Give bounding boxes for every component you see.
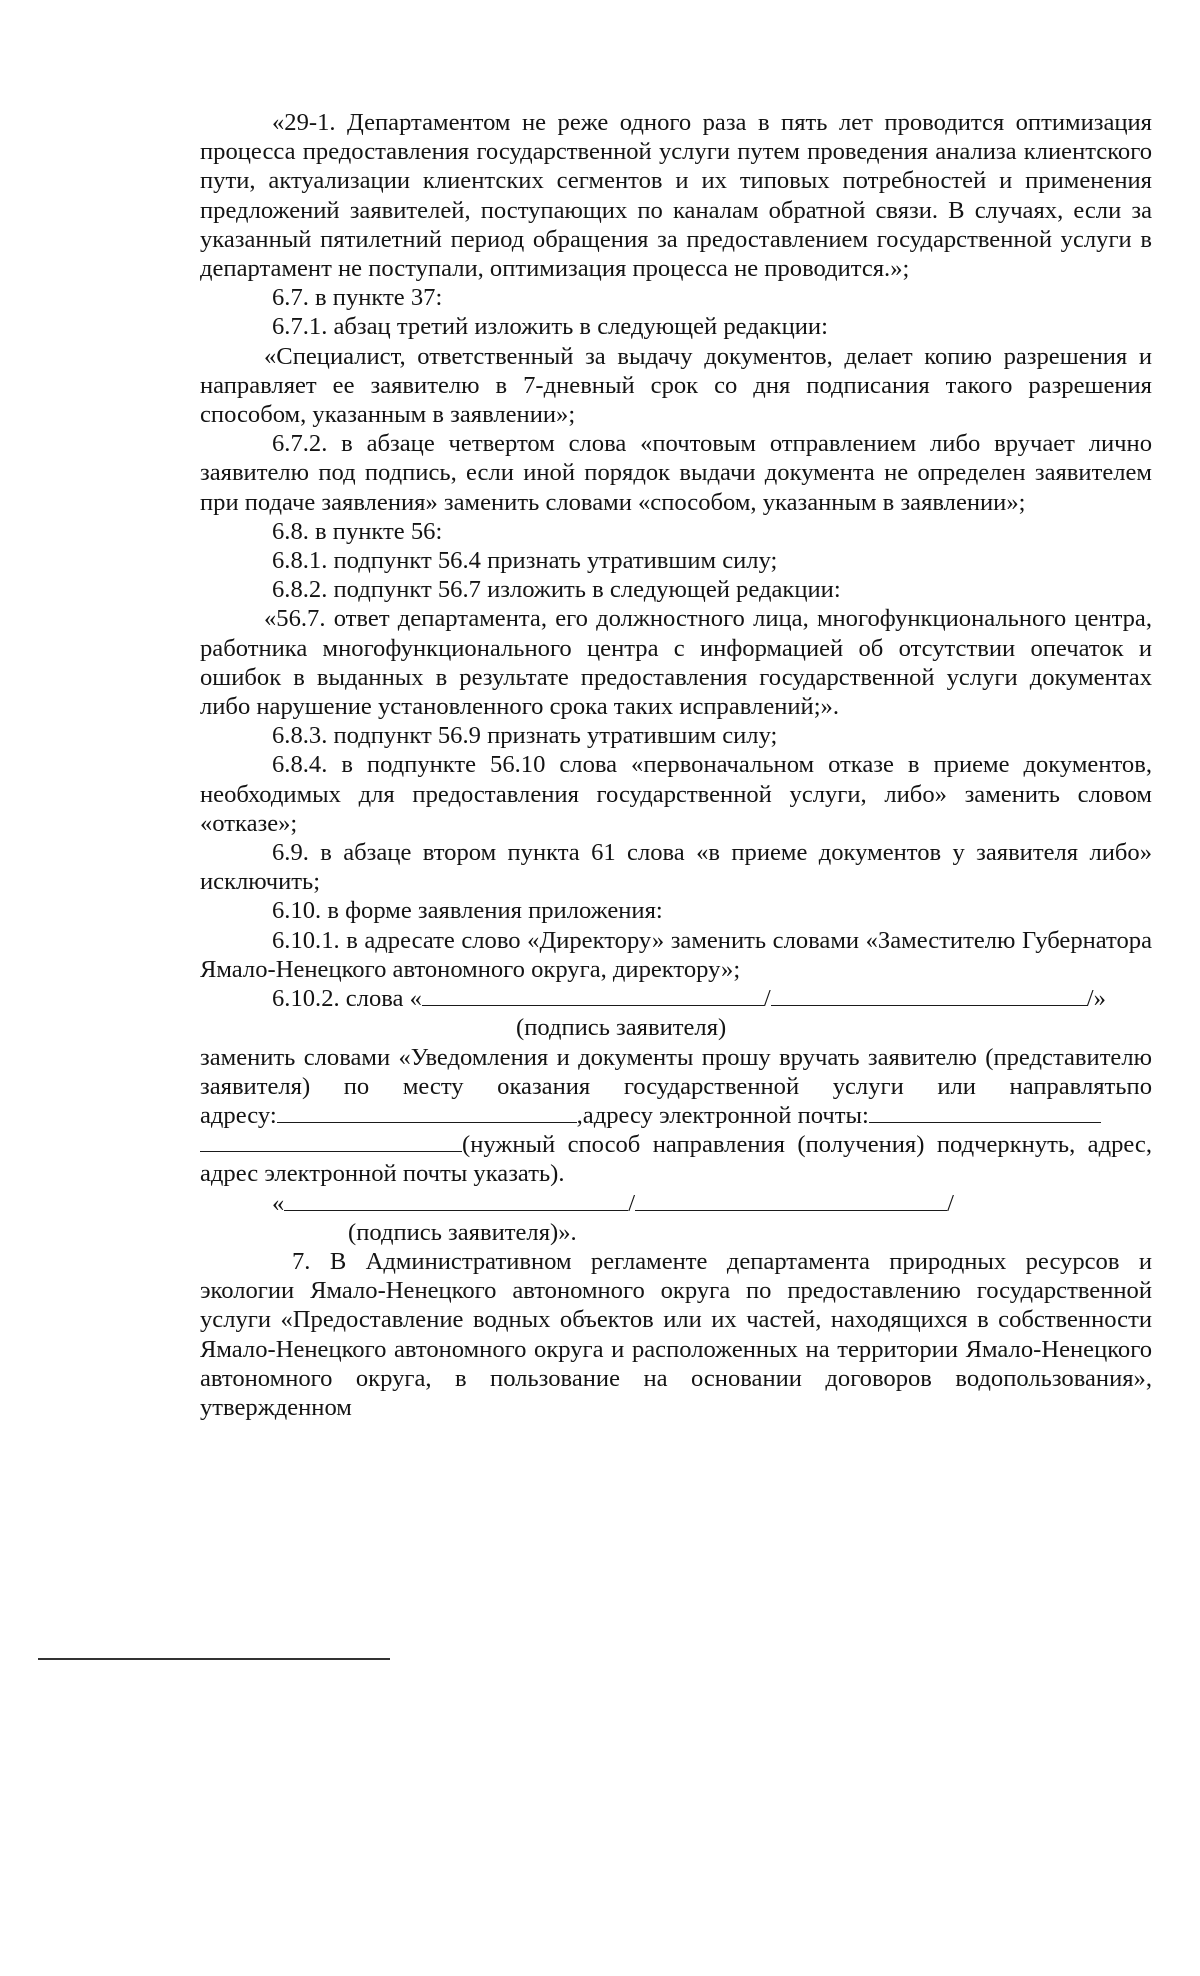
paragraph-56-7: «56.7. ответ департамента, его должностного лица, многофункционального центра, работника многофункционального центра с информацией об отсутствии опечаток и ошибок в выданных в результате предоставления государственной услуги документах либо нарушение установленного срока таких исправлений;». bbox=[200, 605, 1152, 721]
signature-line-2 bbox=[200, 1189, 1152, 1218]
paragraph-29-1: «29-1. Департаментом не реже одного раза в пять лет проводится оптимизация процесса предоставления государственной услуги путем проведения анализа клиентского пути, актуализации клиентских сегментов и их типовых потребностей и применения предложений заявителей, поступающих по каналам обратной связи. В случаях, если за указанный пятилетний период обращения за предоставлением государственной услуги в департамент не поступали, оптимизация процесса не проводится.»; bbox=[200, 109, 1152, 283]
replace-text: заменить словами «Уведомления и документы прошу вручать заявителю (представителю заявителя) по месту оказания государственной услуги или направлять bbox=[200, 1043, 1152, 1100]
address-blank bbox=[277, 1101, 577, 1123]
email-blank bbox=[869, 1101, 1101, 1123]
signature-line-left bbox=[422, 984, 764, 1006]
address-line bbox=[200, 1101, 1152, 1130]
address-label: адресу: bbox=[200, 1101, 277, 1129]
method-note-line bbox=[200, 1130, 1152, 1188]
sig2-slash: / bbox=[628, 1189, 636, 1217]
paragraph-6-8-2: 6.8.2. подпункт 56.7 изложить в следующей редакции: bbox=[272, 576, 841, 604]
signature-line-right bbox=[771, 984, 1087, 1006]
paragraph-6-7: 6.7. в пункте 37: bbox=[272, 284, 443, 312]
document-page bbox=[200, 108, 1152, 1422]
paragraph-6-7-2: 6.7.2. в абзаце четвертом слова «почтовым отправлением либо вручает лично заявителю под подпись, если иной порядок выдачи документа не определен заявителем при подаче заявления» заменить словами «способом, указанным в заявлении»; bbox=[200, 430, 1152, 516]
method-note: (нужный способ направления (получения) подчеркнуть, адрес, адрес электронной почты указать). bbox=[200, 1131, 1152, 1188]
paragraph-6-9: 6.9. в абзаце втором пункта 61 слова «в приеме документов у заявителя либо» исключить; bbox=[200, 839, 1152, 896]
paragraph-6-8-3: 6.8.3. подпункт 56.9 признать утратившим силу; bbox=[272, 722, 778, 750]
signature-caption-2: (подпись заявителя)». bbox=[348, 1218, 577, 1246]
paragraph-6-10: 6.10. в форме заявления приложения: bbox=[272, 897, 663, 925]
paragraph-6-8-1: 6.8.1. подпункт 56.4 признать утратившим силу; bbox=[272, 547, 778, 575]
paragraph-6-8: 6.8. в пункте 56: bbox=[272, 517, 443, 545]
paragraph-6-10-2-prefix: 6.10.2. слова « bbox=[272, 985, 422, 1013]
paragraph-6-10-2 bbox=[200, 984, 1152, 1013]
signature-slash: / bbox=[763, 985, 771, 1013]
sig2-line-right bbox=[635, 1189, 947, 1211]
paragraph-6-7-1: 6.7.1. абзац третий изложить в следующей редакции: bbox=[272, 313, 828, 341]
method-blank bbox=[200, 1130, 462, 1152]
replace-text-lead bbox=[200, 1043, 1152, 1101]
email-label: ,адресу электронной почты: bbox=[576, 1101, 869, 1129]
paragraph-6-7-1-quote: «Специалист, ответственный за выдачу документов, делает копию разрешения и направляет ее заявителю в 7-дневный срок со дня подписания такого разрешения способом, указанным в заявлении»; bbox=[200, 342, 1152, 429]
sig2-end: / bbox=[947, 1189, 954, 1217]
paragraph-7: 7. В Административном регламенте департамента природных ресурсов и экологии Ямало-Ненецкого автономного округа по предоставлению государственной услуги «Предоставление водных объектов или их частей, находящихся в собственности Ямало-Ненецкого автономного округа и расположенных на территории Ямало-Ненецкого автономного округа, в пользование на основании договоров водопользования», утвержденном bbox=[200, 1247, 1152, 1421]
sig2-open: « bbox=[272, 1189, 285, 1217]
paragraph-6-10-1: 6.10.1. в адресате слово «Директору» заменить словами «Заместителю Губернатора Ямало-Ненецкого автономного округа, директору»; bbox=[200, 926, 1152, 983]
signature-end: /» bbox=[1086, 985, 1106, 1013]
paragraph-6-8-4: 6.8.4. в подпункте 56.10 слова «первоначальном отказе в приеме документов, необходимых для предоставления государственной услуги, либо» заменить словом «отказе»; bbox=[200, 751, 1152, 837]
footnote-separator bbox=[38, 1658, 390, 1660]
replace-po: по bbox=[1126, 1072, 1152, 1100]
signature-caption-1: (подпись заявителя) bbox=[516, 1014, 727, 1042]
sig2-line-left bbox=[284, 1189, 628, 1211]
